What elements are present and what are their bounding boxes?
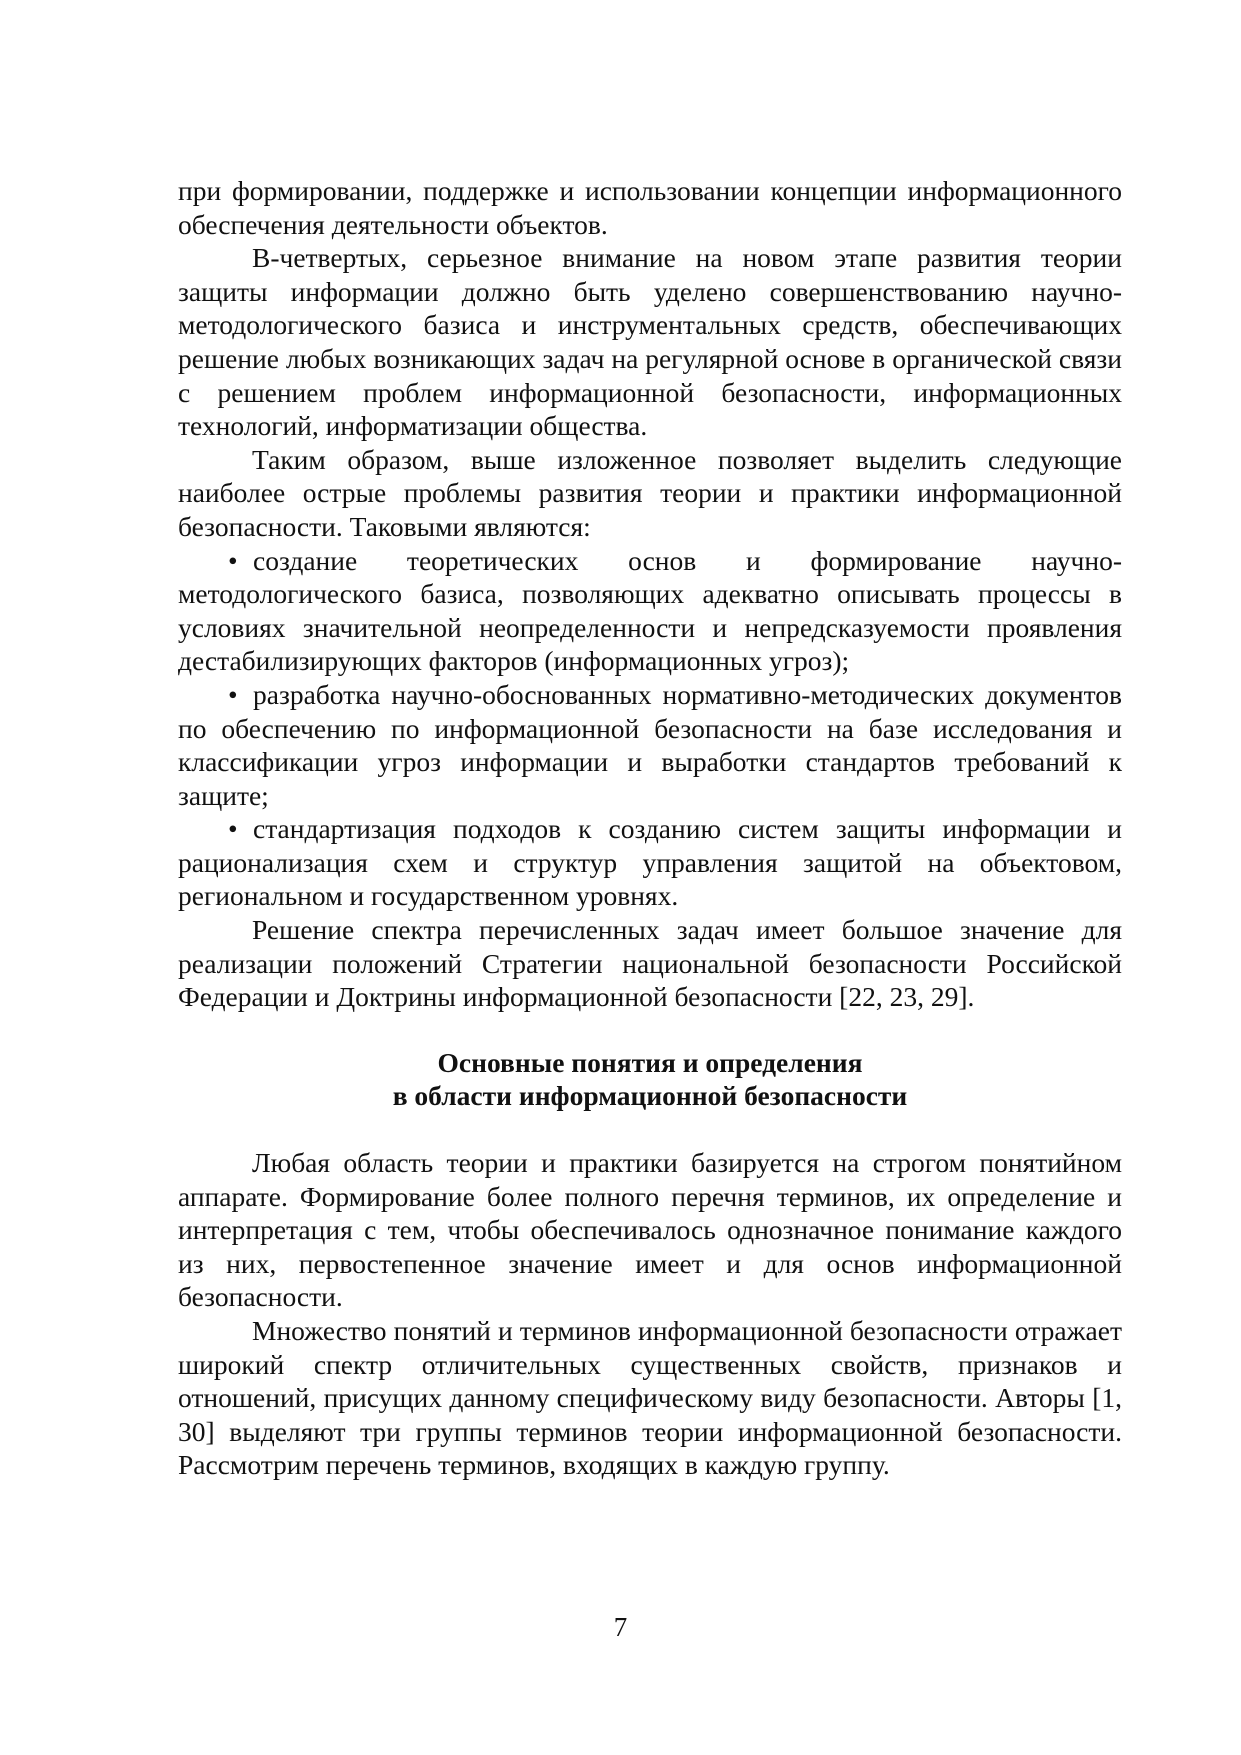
bullet-text: создание теоретических основ и формирование научно-методологического базиса, позволяющих адекватно описывать процессы в условиях значительной неопределенности и непредсказуемости проявления дестабилизирующих факторов (информационных угроз); bbox=[178, 544, 1122, 677]
paragraph-set-of-concepts: Множество понятий и терминов информационной безопасности отражает широкий спектр отличительных существенных свойств, признаков и отношений, присущих данному специфическому виду безопасности. Авторы [1, 30] выделяют три группы терминов теории информационной безопасности. Рассмотрим перечень терминов, входящих в каждую группу. bbox=[178, 1315, 1122, 1481]
paragraph-thus: Таким образом, выше изложенное позволяет выделить следующие наиболее острые проблемы развития теории и практики информационной безопасности. Таковыми являются: bbox=[178, 443, 1122, 542]
bullet-marker: • bbox=[228, 813, 238, 845]
bullet-item bbox=[178, 544, 1122, 678]
section-heading-line-2: в области информационной безопасности bbox=[392, 1080, 908, 1112]
bullet-item bbox=[178, 812, 1122, 913]
paragraph-fourthly: В-четвертых, серьезное внимание на новом этапе развития теории защиты информации должно быть уделено совершенствованию научно-методологического базиса и инструментальных средств, обеспечивающих решение любых возникающих задач на регулярной основе в органической связи с решением проблем информационной безопасности, информационных технологий, информатизации общества. bbox=[178, 242, 1122, 442]
bullet-marker: • bbox=[228, 678, 238, 710]
paragraph-solution: Решение спектра перечисленных задач имеет большое значение для реализации положений Стратегии национальной безопасности Российской Федерации и Доктрины информационной безопасности [22, 23, 29]. bbox=[178, 914, 1122, 1013]
page-number: 7 bbox=[613, 1612, 628, 1642]
bullet-item bbox=[178, 678, 1122, 812]
section-heading bbox=[178, 1046, 1122, 1113]
paragraph-any-field: Любая область теории и практики базируется на строгом понятийном аппарате. Формирование более полного перечня терминов, их определение и интерпретация с тем, чтобы обеспечивалось однозначное понимание каждого из них, первостепенное значение имеет и для основ информационной безопасности. bbox=[178, 1147, 1122, 1313]
document-page bbox=[178, 174, 1122, 1482]
bullet-text: стандартизация подходов к созданию систем защиты информации и рационализация схем и структур управления защитой на объектовом, региональном и государственном уровнях. bbox=[178, 813, 1122, 912]
bullet-marker: • bbox=[228, 544, 238, 576]
paragraph-continuation: при формировании, поддержке и использовании концепции информационного обеспечения деятельности объектов. bbox=[178, 175, 1122, 240]
bullet-text: разработка научно-обоснованных нормативно-методических документов по обеспечению по информационной безопасности на базе исследования и классификации угроз информации и выработки стандартов требований к защите; bbox=[178, 678, 1122, 811]
section-heading-line-1: Основные понятия и определения bbox=[437, 1046, 863, 1078]
